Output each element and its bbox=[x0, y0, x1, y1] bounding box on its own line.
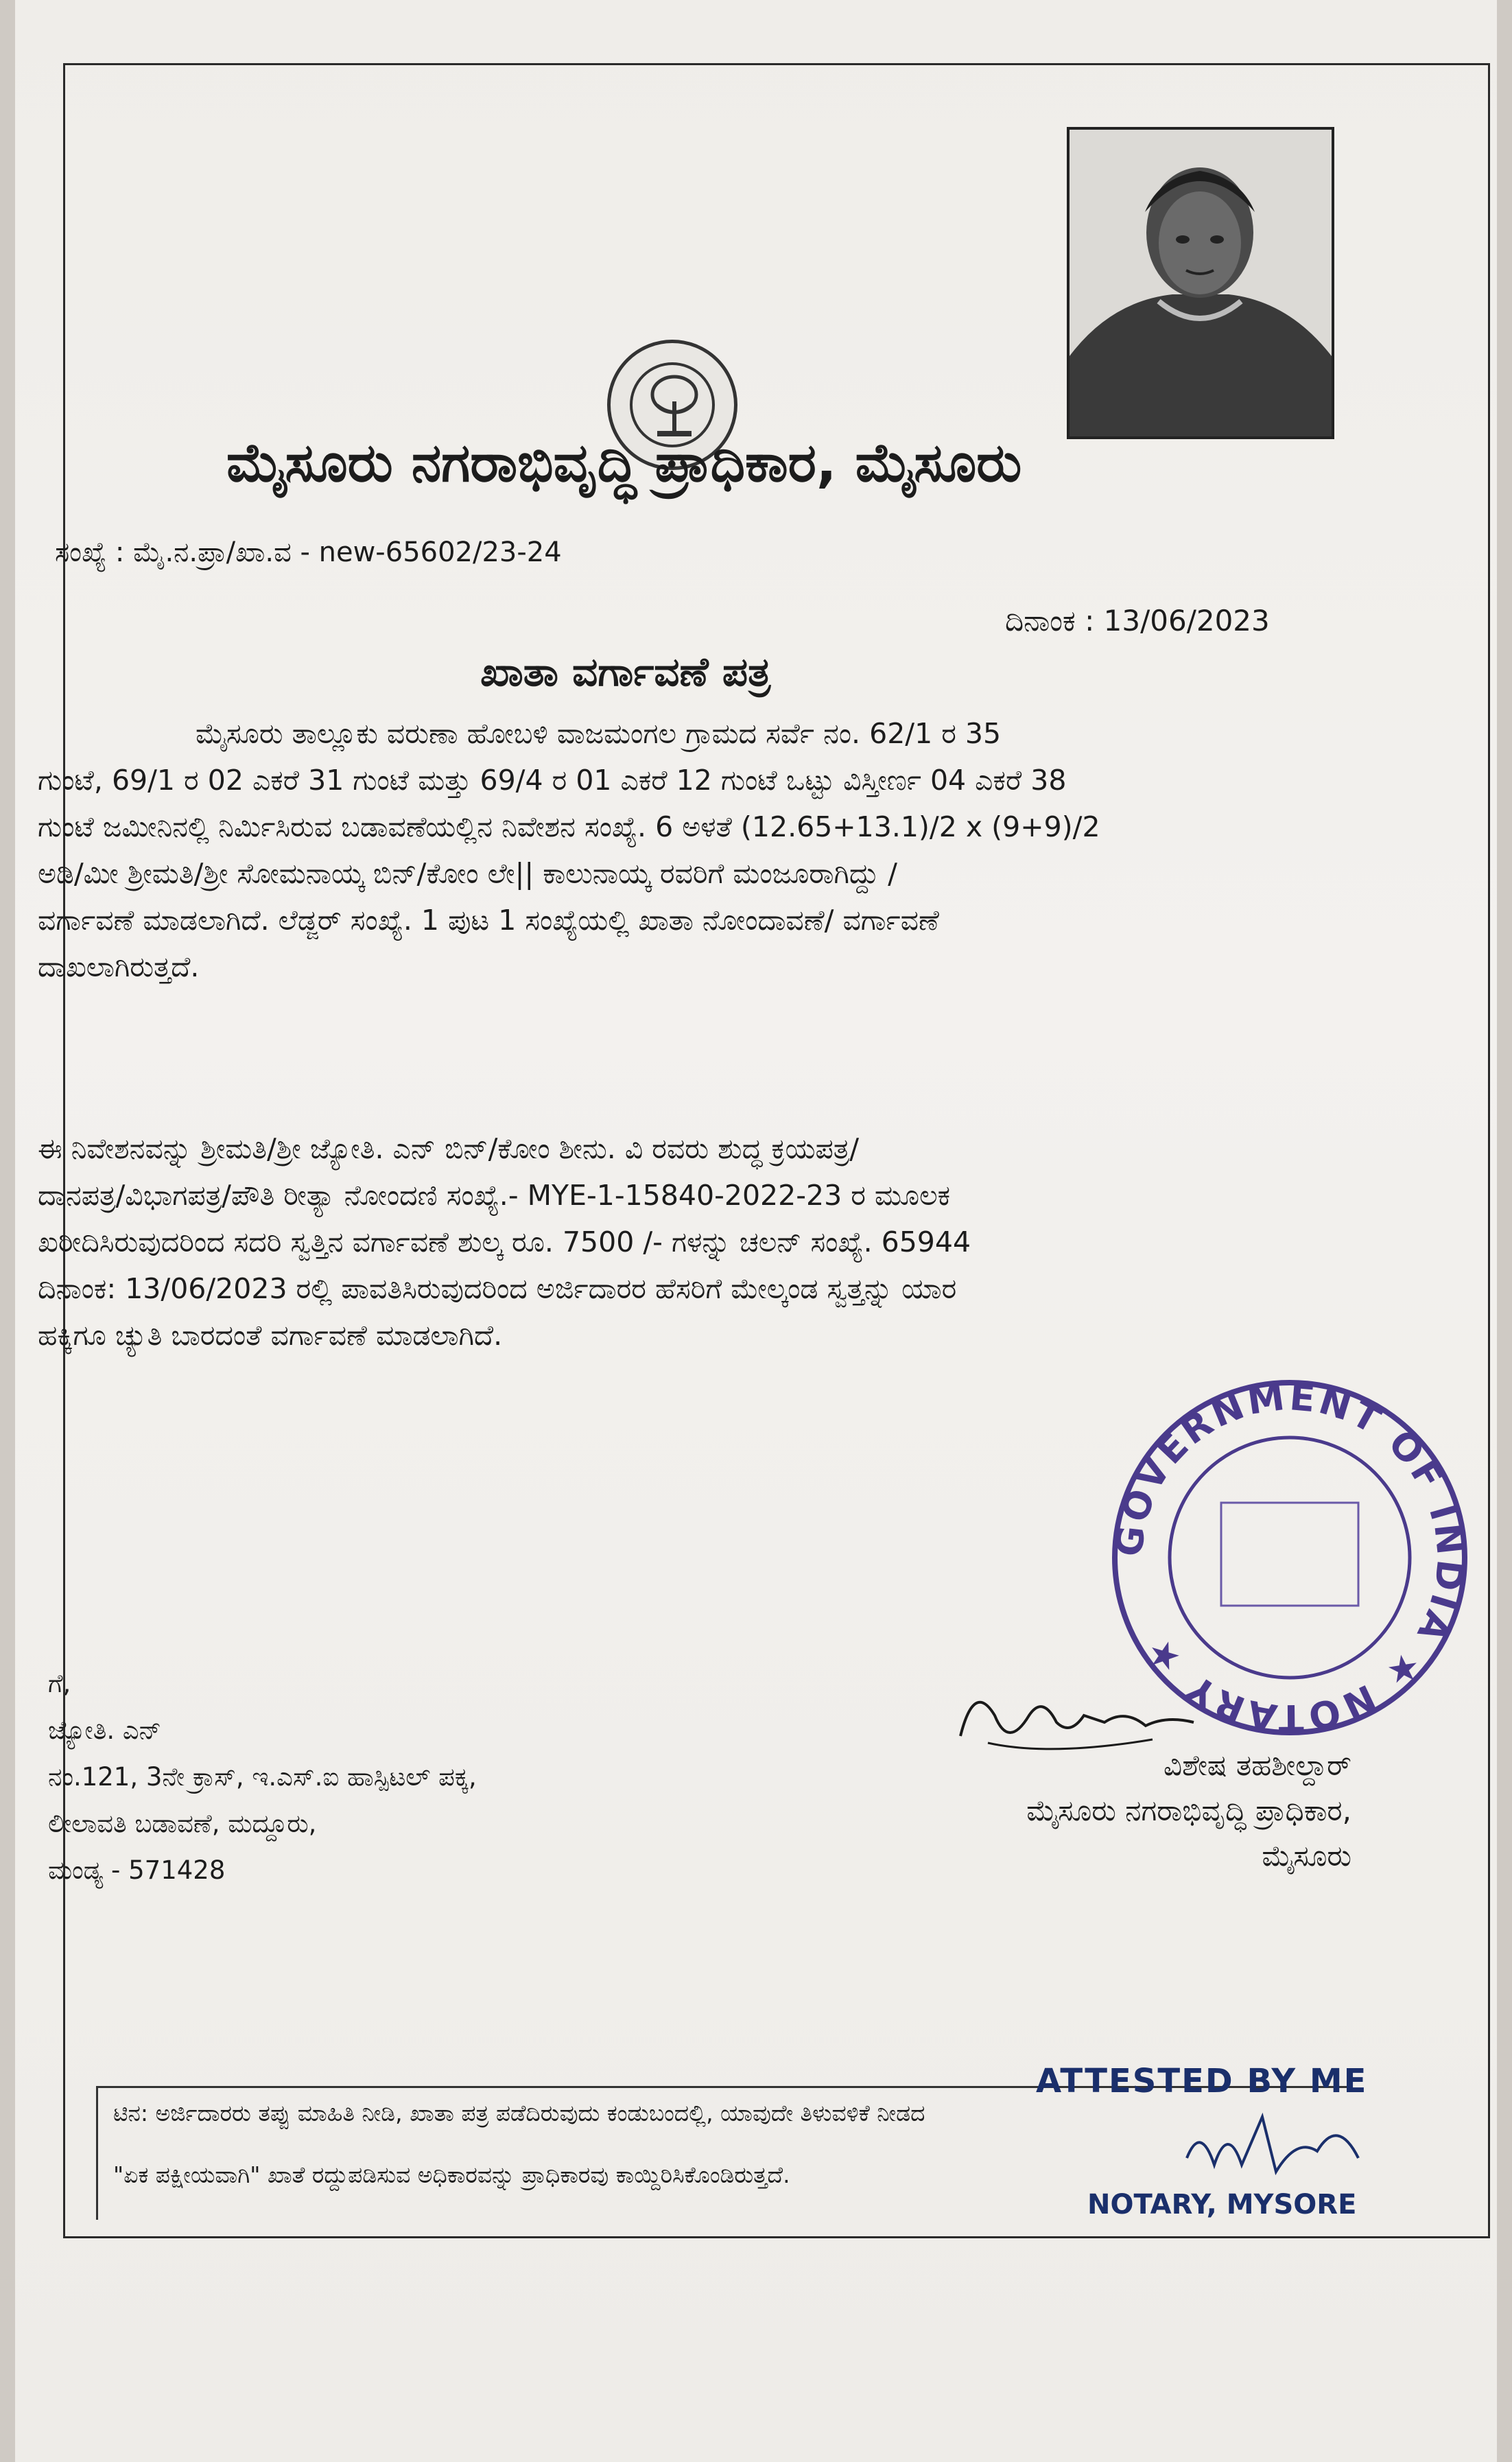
recipient-address bbox=[48, 1661, 477, 1894]
text-line: ಹಕ್ಕಿಗೂ ಚ್ಯುತಿ ಬಾರದಂತೆ ವರ್ಗಾವಣೆ ಮಾಡಲಾಗಿದೆ. bbox=[38, 1319, 503, 1352]
text-line: ಖರೀದಿಸಿರುವುದರಿಂದ ಸದರಿ ಸ್ವತ್ತಿನ ವರ್ಗಾವಣೆ ಶುಲ್ಕ ರೂ. 7500 /- ಗಳನ್ನು ಚಲನ್ ಸಂಖ್ಯೆ. 65944 bbox=[38, 1226, 971, 1258]
footer-note-line: ಟಿನ: ಅರ್ಜಿದಾರರು ತಪ್ಪು ಮಾಹಿತಿ ನೀಡಿ, ಖಾತಾ ಪತ್ರ ಪಡೆದಿರುವುದು ಕಂಡುಬಂದಲ್ಲಿ, ಯಾವುದೇ ತಿಳುವಳಿಕೆ ನೀಡದ bbox=[113, 2100, 925, 2126]
text-line: ದಿನಾಂಕ: 13/06/2023 ರಲ್ಲಿ ಪಾವತಿಸಿರುವುದರಿಂದ ಅರ್ಜಿದಾರರ ಹೆಸರಿಗೆ ಮೇಲ್ಕಂಡ ಸ್ವತ್ತನ್ನು ಯಾರ bbox=[38, 1272, 957, 1305]
issue-date: ದಿನಾಂಕ : 13/06/2023 bbox=[1005, 604, 1270, 637]
notary-signature bbox=[1180, 2096, 1386, 2185]
text-line: ದಾಖಲಾಗಿರುತ್ತದೆ. bbox=[38, 950, 200, 983]
signatory-authority: ಮೈಸೂರು ನಗರಾಭಿವೃದ್ಧಿ ಪ್ರಾಧಿಕಾರ, bbox=[1026, 1794, 1351, 1827]
notary-label: NOTARY, MYSORE bbox=[1087, 2189, 1357, 2220]
text-line: ಅಡಿ/ಮೀ ಶ್ರೀಮತಿ/ಶ್ರೀ ಸೋಮನಾಯ್ಕ ಬಿನ್/ಕೋಂ ಲೇ|| ಕಾಲುನಾಯ್ಕ ರವರಿಗೆ ಮಂಜೂರಾಗಿದ್ದು / bbox=[38, 857, 897, 890]
text-line: ವರ್ಗಾವಣೆ ಮಾಡಲಾಗಿದೆ. ಲೆಡ್ಜರ್ ಸಂಖ್ಯೆ. 1 ಪುಟ 1 ಸಂಖ್ಯೆಯಲ್ಲಿ ಖಾತಾ ನೋಂದಾವಣೆ/ ವರ್ಗಾವಣೆ bbox=[38, 904, 939, 937]
notary-stamp bbox=[1098, 1365, 1482, 1750]
reference-number: ಸಂಖ್ಯೆ : ಮೈ.ನ.ಪ್ರಾ/ಖಾ.ವ - new-65602/23-24 bbox=[55, 537, 562, 568]
applicant-photo bbox=[1067, 127, 1334, 439]
address-line: ಜ್ಯೋತಿ. ಎನ್ bbox=[48, 1715, 162, 1745]
text-line: ಗುಂಟೆ, 69/1 ರ 02 ಎಕರೆ 31 ಗುಂಟೆ ಮತ್ತು 69/4 ರ 01 ಎಕರೆ 12 ಗುಂಟೆ ಒಟ್ಟು ವಿಸ್ತೀರ್ಣ 04 ಎಕರೆ 38 bbox=[38, 764, 1067, 797]
signatory-block bbox=[844, 1743, 1351, 1879]
signatory-city: ಮೈಸೂರು bbox=[1262, 1839, 1351, 1873]
text-line: ಗುಂಟೆ ಜಮೀನಿನಲ್ಲಿ ನಿರ್ಮಿಸಿರುವ ಬಡಾವಣೆಯಲ್ಲಿನ ನಿವೇಶನ ಸಂಖ್ಯೆ. 6 ಅಳತೆ (12.65+13.1)/2 x (9+9)/2 bbox=[38, 810, 1100, 843]
text-line: ಮೈಸೂರು ತಾಲ್ಲೂಕು ವರುಣಾ ಹೋಬಳಿ ವಾಜಮಂಗಲ ಗ್ರಾಮದ ಸರ್ವೆ ನಂ. 62/1 ರ 35 bbox=[196, 717, 1002, 750]
attested-label: ATTESTED BY ME bbox=[1036, 2062, 1368, 2100]
paragraph-property-details bbox=[38, 710, 1286, 990]
signatory-designation: ವಿಶೇಷ ತಹಶೀಲ್ದಾರ್ bbox=[1163, 1748, 1351, 1782]
text-line: ದಾನಪತ್ರ/ವಿಭಾಗಪತ್ರ/ಪೌತಿ ರೀತ್ಯಾ ನೋಂದಣಿ ಸಂಖ್ಯೆ.- MYE-1-15840-2022-23 ರ ಮೂಲಕ bbox=[38, 1179, 951, 1212]
address-line: ಗೆ, bbox=[48, 1669, 71, 1698]
address-line: ಮಂಡ್ಯ - 571428 bbox=[48, 1855, 226, 1885]
address-line: ನಂ.121, 3ನೇ ಕ್ರಾಸ್, ಇ.ಎಸ್.ಐ ಹಾಸ್ಪಿಟಲ್ ಪಕ್ಕ, bbox=[48, 1762, 477, 1792]
address-line: ಲೀಲಾವತಿ ಬಡಾವಣೆ, ಮದ್ದೂರು, bbox=[48, 1809, 317, 1838]
footer-note-line: "ಏಕ ಪಕ್ಷೀಯವಾಗಿ" ಖಾತೆ ರದ್ದುಪಡಿಸುವ ಅಧಿಕಾರವನ್ನು ಪ್ರಾಧಿಕಾರವು ಕಾಯ್ದಿರಿಸಿಕೊಂಡಿರುತ್ತದೆ. bbox=[113, 2161, 790, 2188]
svg-text:GOVERNMENT OF INDIA ★ NOTARY ★ bbox=[1107, 1375, 1472, 1740]
stamp-outer-text: GOVERNMENT OF INDIA ★ NOTARY ★ bbox=[1107, 1374, 1473, 1740]
document-subtitle: ಖಾತಾ ವರ್ಗಾವಣೆ ಪತ್ರ bbox=[480, 648, 771, 695]
paragraph-transfer-details bbox=[38, 1125, 1286, 1359]
text-line: ಈ ನಿವೇಶನವನ್ನು ಶ್ರೀಮತಿ/ಶ್ರೀ ಜ್ಯೋತಿ. ಎನ್ ಬಿನ್/ಕೋಂ ಶೀನು. ವಿ ರವರು ಶುದ್ಧ ಕ್ರಯಪತ್ರ/ bbox=[38, 1132, 860, 1165]
page-title: ಮೈಸೂರು ನಗರಾಭಿವೃದ್ಧಿ ಪ್ರಾಧಿಕಾರ, ಮೈಸೂರು bbox=[226, 432, 1022, 494]
